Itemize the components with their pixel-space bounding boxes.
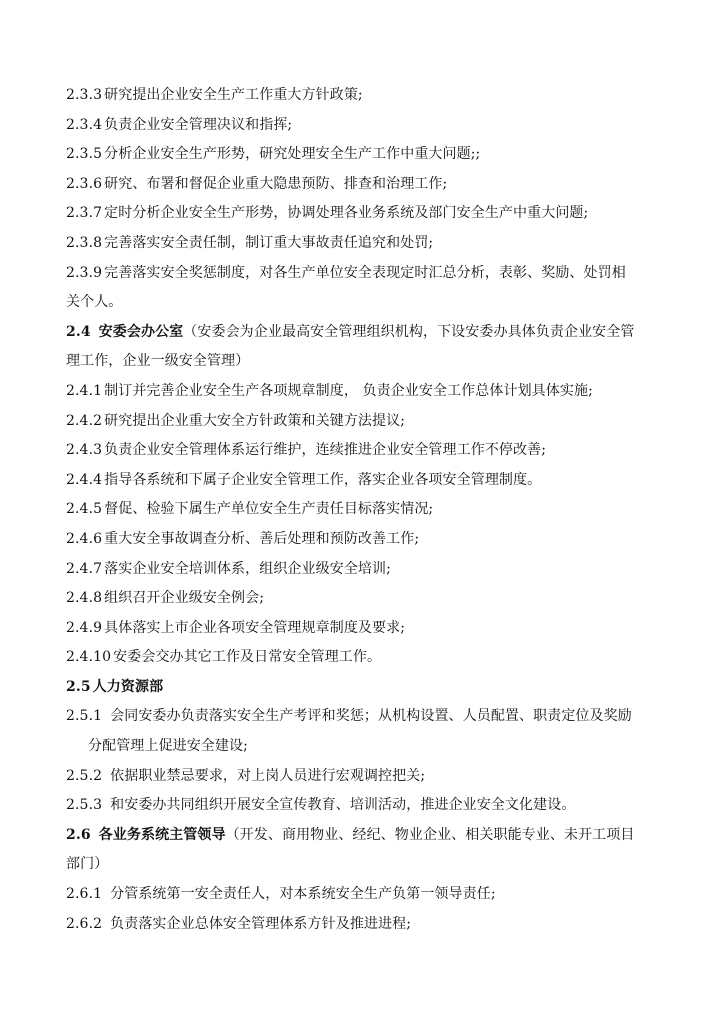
clause-number: 2.4.1 — [66, 382, 103, 399]
section-2-6-heading — [66, 821, 662, 851]
clause-text: 依据职业禁忌要求，对上岗人员进行宏观调控把关; — [110, 767, 426, 784]
clause-number: 2.3.7 — [66, 205, 103, 222]
clause-number: 2.4.9 — [66, 619, 103, 636]
clause-text: 完善落实安全责任制，制订重大事故责任追究和处罚; — [104, 234, 434, 251]
clause-2-3-3 — [66, 81, 662, 111]
section-description: 部门） — [66, 856, 109, 873]
clause-text: 关个人。 — [66, 294, 123, 311]
clause-text: 重大安全事故调查分析、善后处理和预防改善工作; — [104, 530, 420, 547]
clause-number: 2.4.7 — [66, 560, 103, 577]
clause-text: 安委会交办其它工作及日常安全管理工作。 — [113, 649, 382, 666]
clause-2-4-1 — [66, 377, 662, 407]
clause-text: 完善落实安全奖惩制度，对各生产单位安全表现定时汇总分析，表彰、奖励、处罚相 — [104, 264, 626, 281]
clause-number: 2.3.4 — [66, 116, 103, 133]
clause-2-5-2 — [66, 762, 662, 792]
clause-number: 2.4.8 — [66, 590, 103, 607]
clause-number: 2.3.9 — [66, 264, 103, 281]
clause-2-5-1-continued — [66, 732, 662, 762]
clause-number: 2.6.1 — [66, 886, 103, 903]
clause-text: 指导各系统和下属子企业安全管理工作，落实企业各项安全管理制度。 — [104, 471, 542, 488]
section-description: （开发、商用物业、经纪、物业企业、相关职能专业、未开工项目 — [225, 826, 635, 843]
section-description: （安委会为企业最高安全管理组织机构，下设安委办具体负责企业安全管 — [183, 323, 635, 340]
clause-text: 落实企业安全培训体系，组织企业级安全培训; — [104, 560, 391, 577]
clause-text: 督促、检验下属生产单位安全生产责任目标落实情况; — [104, 501, 434, 518]
clause-text: 组织召开企业级安全例会; — [104, 590, 265, 607]
clause-text: 分配管理上促进安全建设; — [88, 738, 248, 755]
section-title: 人力资源部 — [92, 678, 164, 695]
clause-number: 2.4.4 — [66, 471, 103, 488]
clause-2-6-2 — [66, 910, 662, 940]
section-2-5-heading — [66, 673, 662, 703]
clause-2-3-4 — [66, 111, 662, 141]
clause-number: 2.3.6 — [66, 175, 103, 192]
clause-2-4-5 — [66, 495, 662, 525]
clause-text: 负责企业安全管理体系运行维护，连续推进企业安全管理工作不停改善; — [104, 442, 547, 459]
clause-2-3-7 — [66, 199, 662, 229]
clause-2-5-1 — [66, 702, 662, 732]
clause-2-4-4 — [66, 466, 662, 496]
clause-number: 2.4.10 — [66, 649, 112, 666]
clause-text: 研究提出企业安全生产工作重大方针政策; — [104, 87, 363, 103]
clause-text: 具体落实上市企业各项安全管理规章制度及要求; — [104, 619, 406, 636]
section-2-4-heading-continued — [66, 347, 662, 377]
section-number: 2.6 — [66, 826, 91, 843]
clause-text: 和安委办共同组织开展安全宣传教育、培训活动，推进企业安全文化建设。 — [110, 797, 576, 814]
clause-number: 2.4.5 — [66, 501, 103, 518]
clause-text: 分析企业安全生产形势，研究处理安全生产工作中重大问题;; — [104, 146, 481, 163]
clause-2-5-3 — [66, 791, 662, 821]
clause-2-3-6 — [66, 170, 662, 200]
document-body — [66, 81, 662, 939]
clause-number: 2.4.3 — [66, 442, 103, 459]
clause-number: 2.3.5 — [66, 146, 103, 163]
clause-number: 2.3.3 — [66, 87, 103, 103]
section-title: 安委会办公室 — [98, 323, 184, 340]
clause-2-6-1 — [66, 880, 662, 910]
clause-number: 2.6.2 — [66, 915, 103, 932]
clause-2-3-8 — [66, 229, 662, 259]
clause-text: 定时分析企业安全生产形势，协调处理各业务系统及部门安全生产中重大问题; — [104, 205, 589, 222]
clause-number: 2.4.2 — [66, 412, 103, 429]
clause-number: 2.5.1 — [66, 708, 103, 725]
clause-number: 2.5.2 — [66, 767, 103, 784]
clause-text: 负责企业安全管理决议和指挥; — [104, 116, 293, 133]
clause-text: 负责落实企业总体安全管理体系方针及推进进程; — [110, 915, 412, 932]
clause-2-4-8 — [66, 584, 662, 614]
section-title: 各业务系统主管领导 — [98, 826, 226, 843]
clause-number: 2.3.8 — [66, 234, 103, 251]
clause-2-3-9 — [66, 259, 662, 289]
section-description: 理工作，企业一级安全管理） — [66, 353, 250, 370]
clause-text: 研究提出企业重大安全方针政策和关键方法提议; — [104, 412, 406, 429]
clause-text: 研究、布署和督促企业重大隐患预防、排查和治理工作; — [104, 175, 448, 192]
clause-2-4-6 — [66, 525, 662, 555]
section-number: 2.4 — [66, 323, 91, 340]
clause-text: 分管系统第一安全责任人，对本系统安全生产负第一领导责任; — [110, 886, 496, 903]
section-2-4-heading — [66, 318, 662, 348]
clause-2-3-9-continued — [66, 288, 662, 318]
clause-text: 制订并完善企业安全生产各项规章制度， 负责企业安全工作总体计划具体实施; — [104, 382, 593, 399]
clause-number: 2.5.3 — [66, 797, 103, 814]
clause-number: 2.4.6 — [66, 530, 103, 547]
clause-text: 会同安委办负责落实安全生产考评和奖惩；从机构设置、人员配置、职责定位及奖励 — [110, 708, 632, 725]
clause-2-4-9 — [66, 614, 662, 644]
clause-2-3-5 — [66, 140, 662, 170]
section-number: 2.5 — [66, 678, 91, 695]
clause-2-4-2 — [66, 407, 662, 437]
section-2-6-heading-continued — [66, 850, 662, 880]
clause-2-4-7 — [66, 555, 662, 585]
clause-2-4-3 — [66, 436, 662, 466]
clause-2-4-10 — [66, 643, 662, 673]
